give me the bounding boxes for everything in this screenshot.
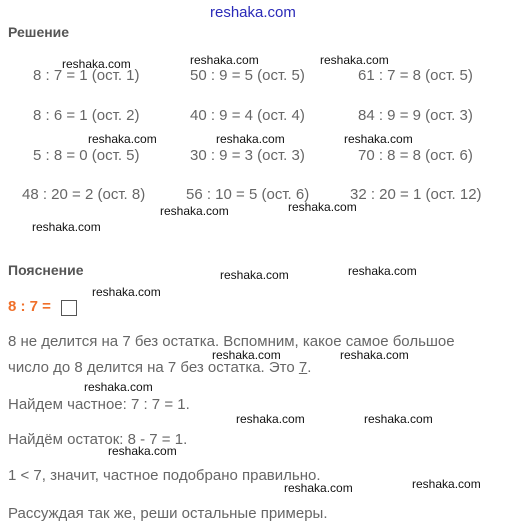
equation: 50 : 9 = 5 (ост. 5) [190, 67, 305, 84]
watermark: reshaka.com [236, 412, 305, 426]
equation: 84 : 9 = 9 (ост. 3) [358, 107, 473, 124]
watermark: reshaka.com [62, 57, 131, 71]
watermark: reshaka.com [344, 132, 413, 146]
equation: 5 : 8 = 0 (ост. 5) [33, 147, 140, 164]
explanation-line: 1 < 7, значит, частное подобрано правильно. [8, 467, 321, 484]
watermark: reshaka.com [364, 412, 433, 426]
watermark: reshaka.com [32, 220, 101, 234]
equation: 32 : 20 = 1 (ост. 12) [350, 186, 482, 203]
equation: 61 : 7 = 8 (ост. 5) [358, 67, 473, 84]
watermark: reshaka.com [190, 53, 259, 67]
equation: 8 : 6 = 1 (ост. 2) [33, 107, 140, 124]
watermark: reshaka.com [320, 53, 389, 67]
explanation-text: число до 8 делится на 7 без остатка. Это [8, 359, 299, 376]
task-expression: 8 : 7 = [8, 298, 51, 315]
watermark: reshaka.com [216, 132, 285, 146]
explanation-heading: Пояснение [8, 262, 84, 278]
explanation-line: Рассуждая так же, реши остальные примеры. [8, 505, 328, 522]
watermark: reshaka.com [288, 200, 357, 214]
equation: 8 : 7 = 1 (ост. 1) [33, 67, 140, 84]
watermark: reshaka.com [284, 481, 353, 495]
watermark: reshaka.com [212, 348, 281, 362]
explanation-text: . [307, 359, 312, 376]
equation: 40 : 9 = 4 (ост. 4) [190, 107, 305, 124]
answer-box [61, 300, 77, 316]
watermark: reshaka.com [88, 132, 157, 146]
equation: 30 : 9 = 3 (ост. 3) [190, 147, 305, 164]
equation: 70 : 8 = 8 (ост. 6) [358, 147, 473, 164]
watermark: reshaka.com [340, 348, 409, 362]
solution-heading: Решение [8, 24, 70, 40]
watermark: reshaka.com [160, 204, 229, 218]
explanation-line: 8 не делится на 7 без остатка. Вспомним, какое самое большое [8, 333, 455, 350]
equation: 48 : 20 = 2 (ост. 8) [22, 186, 146, 203]
watermark: reshaka.com [220, 268, 289, 282]
equation: 56 : 10 = 5 (ост. 6) [186, 186, 310, 203]
watermark: reshaka.com [348, 264, 417, 278]
watermark: reshaka.com [84, 380, 153, 394]
watermark: reshaka.com [92, 285, 161, 299]
explanation-line: Найдем частное: 7 : 7 = 1. [8, 396, 190, 413]
highlighted-number: 7 [298, 359, 308, 376]
site-title[interactable]: reshaka.com [210, 4, 296, 21]
explanation-line: Найдём остаток: 8 - 7 = 1. [8, 431, 188, 448]
watermark: reshaka.com [108, 444, 177, 458]
watermark: reshaka.com [412, 477, 481, 491]
